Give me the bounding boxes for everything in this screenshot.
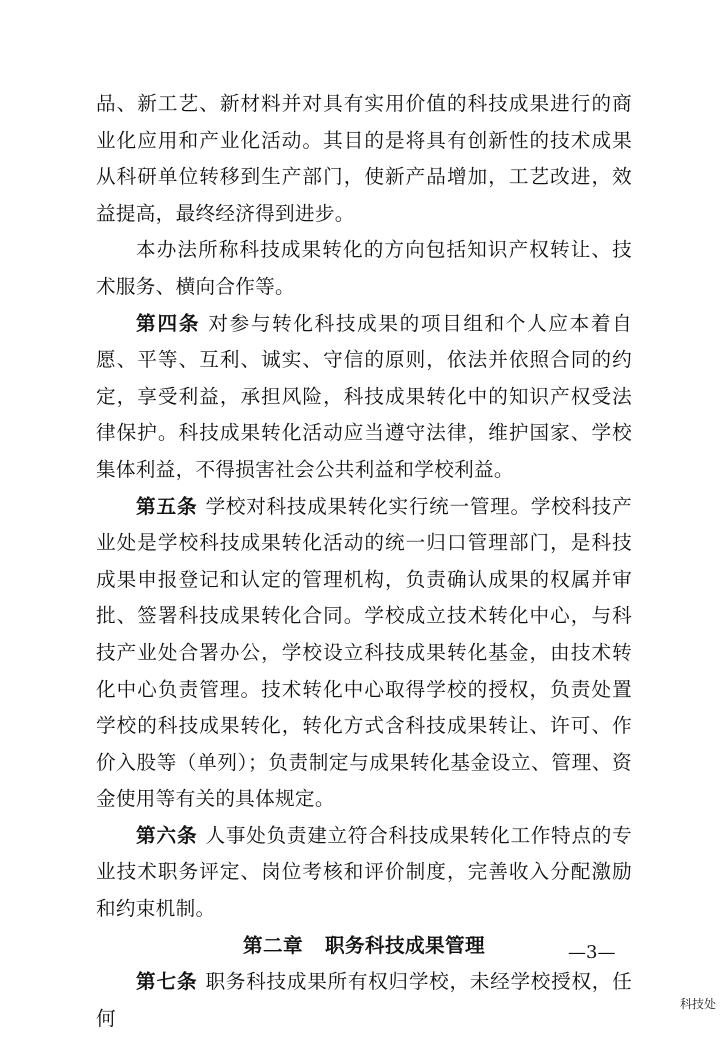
article-5 — [96, 489, 632, 818]
page-number: —3— — [568, 942, 616, 963]
article-4 — [96, 306, 632, 489]
article-number: 第六条 — [136, 823, 198, 847]
paragraph-text: 品、新工艺、新材料并对具有实用价值的科技成果进行的商业化应用和产业化活动。其目的是将具有创新性的技术成果从科研单位转移到生产部门，使新产品增加，工艺改进，效益提高，最终经济得到进步。 — [96, 92, 632, 225]
paragraph-text: 对参与转化科技成果的项目组和个人应本着自愿、平等、互利、诚实、守信的原则，依法并依照合同的约定，享受利益，承担风险，科技成果转化中的知识产权受法律保护。科技成果转化活动应当遵守法律，维护国家、学校集体利益，不得损害社会公共利益和学校利益。 — [96, 311, 633, 481]
paragraph-text: 职务科技成果所有权归学校，未经学校授权，任何 — [96, 970, 632, 1030]
article-number: 第七条 — [136, 970, 198, 994]
paragraph-text: 本办法所称科技成果转化的方向包括知识产权转让、技术服务、横向合作等。 — [96, 238, 632, 298]
article-number: 第五条 — [136, 494, 198, 518]
article-6 — [96, 818, 632, 928]
document-body — [96, 86, 632, 1037]
article-7 — [96, 964, 632, 1037]
paragraph-intro-continued — [96, 86, 632, 232]
paragraph-text: 人事处负责建立符合科技成果转化工作特点的专业技术职务评定、岗位考核和评价制度，完善收入分配激励和约束机制。 — [96, 823, 632, 921]
chapter-heading — [96, 928, 632, 965]
chapter-number: 第二章 — [243, 933, 304, 957]
chapter-title: 职务科技成果管理 — [325, 933, 485, 957]
article-number: 第四条 — [136, 311, 201, 335]
paragraph-conversion-scope — [96, 232, 632, 305]
paragraph-text: 学校对科技成果转化实行统一管理。学校科技产业处是学校科技成果转化活动的统一归口管理部门，是科技成果申报登记和认定的管理机构，负责确认成果的权属并审批、签署科技成果转化合同。学校成立技术转化中心，与科技产业处合署办公，学校设立科技成果转化基金，由技术转化中心负责管理。技术转化中心取得学校的授权，负责处置学校的科技成果转化，转化方式含科技成果转让、许可、作价入股等（单列）；负责制定与成果转化基金设立、管理、资金使用等有关的具体规定。 — [96, 494, 632, 811]
watermark-label: 科技处 — [679, 997, 716, 1011]
